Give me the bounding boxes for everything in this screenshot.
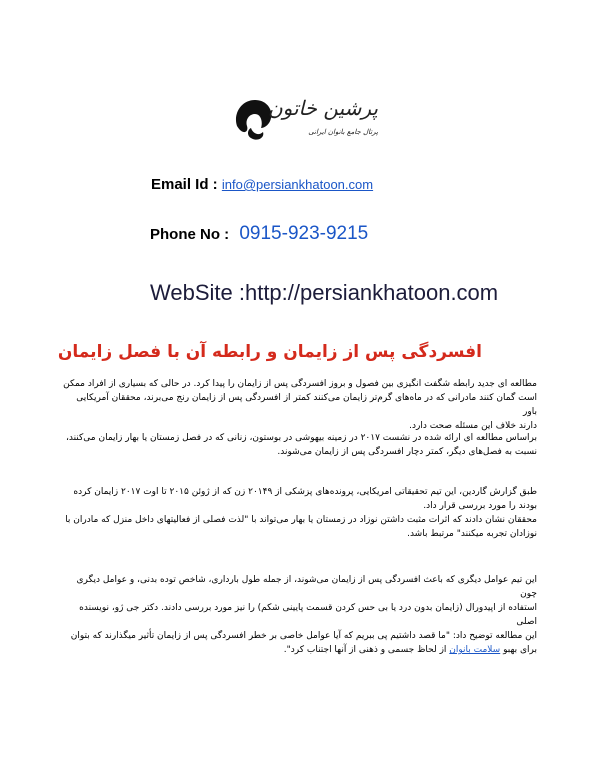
text-line: این مطالعه توضیح داد: "ما قصد داشتیم پی ببریم که آیا عوامل خاصی بر خطر افسردگی پس از زایمان تأثیر میگذارند که بتوان <box>70 631 537 641</box>
text-line: نوزادان تجربه میکنند" مرتبط باشد. <box>407 529 537 539</box>
logo-wordmark <box>262 97 378 137</box>
article-title: افسردگی پس از زایمان و رابطه آن با فصل زایمان <box>57 342 482 362</box>
text-line: طبق گزارش گاردین، این تیم تحقیقاتی امریکایی، پرونده‌های پزشکی از ۲۰۱۴۹ زن که از ژوئن ۲۰۱۵ تا اوت ۲۰۱۷ زایمان کرده <box>73 487 537 497</box>
phone-number: 0915-923-9215 <box>239 223 369 244</box>
email-link[interactable]: info@persiankhatoon.com <box>221 177 374 192</box>
text-line: این تیم عوامل دیگری که باعث افسردگی پس از زایمان می‌شوند، از جمله طول بارداری، شاخص توده بدنی، و عوامل دیگری چون <box>76 575 537 599</box>
text-line-with-link <box>63 643 537 657</box>
logo-tagline: پرتال جامع بانوان ایرانی <box>308 128 378 136</box>
text-line: مطالعه ای جدید رابطه شگفت انگیزی بین فصول و بروز افسردگی پس از زایمان را پیدا کرد. در حالی که بسیاری از افراد ممکن <box>63 379 537 389</box>
text-line: دارند خلاف این مسئله صحت دارد. <box>409 421 537 431</box>
text-segment: برای بهبو <box>500 645 537 655</box>
women-health-link[interactable]: سلامت بانوان <box>449 645 501 655</box>
paragraph-2 <box>63 431 537 459</box>
website-line[interactable]: WebSite :http://persiankhatoon.com <box>150 280 499 305</box>
text-line: محققان نشان دادند که اثرات مثبت داشتن نوزاد در زمستان یا بهار می‌تواند با "لذت فصلی از فعالیتهای داخل منزل که مادران با <box>65 515 537 525</box>
text-line: استفاده از اپیدورال (زایمان بدون درد یا بی حس کردن قسمت پایینی شکم) را نیز مورد بررسی دادند. دکتر جی ژو، نویسنده اصلی <box>79 603 537 627</box>
text-line: نسبت به فصل‌های دیگر، کمتر دچار افسردگی پس از زایمان می‌شوند. <box>277 447 537 457</box>
text-line: براساس مطالعه ای ارائه شده در نشست ۲۰۱۷ در زمینه بیهوشی در بوستون، زنانی که در فصل زمستان یا بهار زایمان می‌کنند، <box>65 433 537 443</box>
phone-line <box>150 223 368 245</box>
paragraph-1 <box>63 377 537 433</box>
text-segment: از لحاظ جسمی و ذهنی از آنها اجتناب کرد". <box>283 645 450 655</box>
phone-label: Phone No : <box>150 226 230 243</box>
logo-name: پرشین خاتون <box>267 96 378 120</box>
text-line: بودند را مورد بررسی قرار داد. <box>423 501 537 511</box>
text-line: است گمان کنند مادرانی که در ماه‌های گرم‌تر زایمان می‌کنند کمتر از افسردگی پس از زایمان رنج می‌برند، محققان آمریکایی باور <box>76 393 537 417</box>
paragraph-5 <box>63 573 537 657</box>
paragraph-3 <box>63 485 537 513</box>
email-label: Email Id : <box>151 176 218 193</box>
email-line <box>151 176 373 193</box>
paragraph-4 <box>63 513 537 541</box>
